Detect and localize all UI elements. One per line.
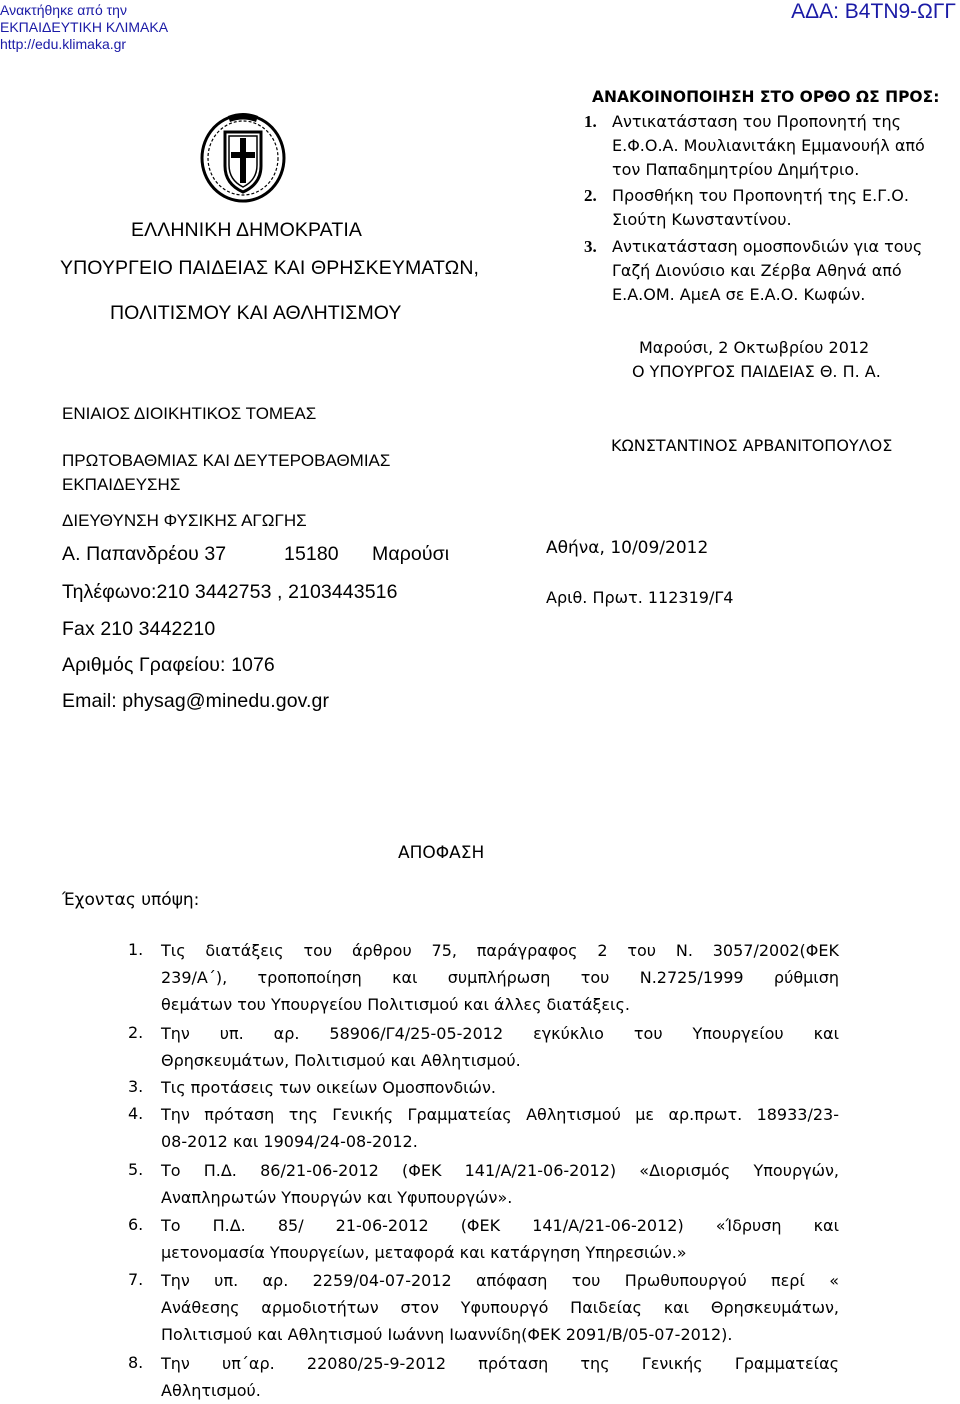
document-date: Αθήνα, 10/09/2012 [546,538,709,558]
decision-item-number: 4. [128,1104,144,1123]
decision-item-number: 2. [128,1023,144,1042]
announcement-item-line: Αντικατάσταση του Προπονητή της [612,112,902,131]
sector-line1: ΕΝΙΑΙΟΣ ΔΙΟΙΚΗΤΙΚΟΣ ΤΟΜΕΑΣ [62,404,317,423]
source-line: ΕΚΠΑΙΔΕΥΤΙΚΗ ΚΛΙΜΑΚΑ [0,19,169,35]
sector-line3: ΕΚΠΑΙΔΕΥΣΗΣ [62,475,181,494]
decision-item-line: Ανάθεσης αρμοδιοτήτων στον Υφυπουργό Παιδείας και Θρησκευμάτων, [161,1298,839,1317]
directorate: ΔΙΕΥΘΥΝΣΗ ΦΥΣΙΚΗΣ ΑΓΩΓΗΣ [62,511,307,530]
ada-code: ΑΔΑ: Β4ΤΝ9-ΩΓΓ [791,0,956,23]
decision-title: ΑΠΟΦΑΣΗ [398,843,485,863]
decision-item-line: Αναπληρωτών Υπουργών και Υφυπουργών». [161,1188,513,1207]
decision-item-text [161,1267,839,1348]
address-city: Μαρούσι [372,543,450,565]
decision-item-line: Την υπ. αρ. 58906/Γ4/25-05-2012 εγκύκλιο του Υπουργείου και [161,1024,839,1043]
decision-item-text [161,1350,839,1404]
decision-item-number: 6. [128,1215,144,1234]
decision-item-line: Θρησκευμάτων, Πολιτισμού και Αθλητισμού. [161,1051,521,1070]
announcement-item-line: τον Παπαδημητρίου Δημήτριο. [612,160,860,179]
decision-item-line: Πολιτισμού και Αθλητισμού Ιωάννη Ιωαννίδη(ΦΕΚ 2091/Β/05-07-2012). [161,1325,733,1344]
phone: Τηλέφωνο:210 3442753 , 2103443516 [62,581,398,603]
protocol-number: Αριθ. Πρωτ. 112319/Γ4 [546,588,734,607]
minister-name: ΚΩΝΣΤΑΝΤΙΝΟΣ ΑΡΒΑΝΙΤΟΠΟΥΛΟΣ [611,436,893,455]
decision-item-text [161,1101,839,1155]
decision-item-line: Την υπ. αρ. 2259/04-07-2012 απόφαση του Πρωθυπουργού περί « [161,1271,839,1290]
office-number: Αριθμός Γραφείου: 1076 [62,654,275,676]
announcement-item-number: 3. [584,237,597,256]
decision-item-line: Τις διατάξεις του άρθρου 75, παράγραφος 2 του Ν. 3057/2002(ΦΕΚ [161,941,839,960]
decision-item-line: Το Π.Δ. 85/ 21-06-2012 (ΦΕΚ 141/Α/21-06-2012) «Ίδρυση και [161,1216,839,1235]
republic-name: ΕΛΛΗΝΙΚΗ ΔΗΜΟΚΡΑΤΙΑ [131,219,362,241]
announcement-item-line: Ε.Α.ΟΜ. ΑμεΑ σε Ε.Α.Ο. Κωφών. [612,285,866,304]
decision-item-line: Αθλητισμού. [161,1381,261,1400]
address-postcode: 15180 [284,543,339,565]
sector-line2: ΠΡΩΤΟΒΑΘΜΙΑΣ ΚΑΙ ΔΕΥΤΕΡΟΒΑΘΜΙΑΣ [62,451,391,470]
fax: Fax 210 3442210 [62,618,216,640]
source-link[interactable]: http://edu.klimaka.gr [0,36,127,52]
email[interactable]: Email: physag@minedu.gov.gr [62,690,330,712]
decision-item-line: Το Π.Δ. 86/21-06-2012 (ΦΕΚ 141/Α/21-06-2012) «Διορισμός Υπουργών, [161,1161,839,1180]
announcement-item-line: Αντικατάσταση ομοσπονδιών για τους [612,237,923,256]
decision-item-number: 7. [128,1270,144,1289]
decision-item-number: 3. [128,1077,144,1096]
announcement-item-line: Γαζή Διονύσιο και Ζέρβα Αθηνά από [612,261,902,280]
decision-item-line: Την υπ΄αρ. 22080/25-9-2012 πρόταση της Γενικής Γραμματείας [161,1354,839,1373]
announcement-item-line: Σιούτη Κωνσταντίνου. [612,210,792,229]
greek-coat-of-arms-icon [198,108,288,204]
ministry-name-line1: ΥΠΟΥΡΓΕΙΟ ΠΑΙΔΕΙΑΣ ΚΑΙ ΘΡΗΣΚΕΥΜΑΤΩΝ, [60,257,480,279]
decision-item-number: 8. [128,1353,144,1372]
decision-intro: Έχοντας υπόψη: [62,890,200,910]
decision-item-text [161,1212,839,1266]
place-date: Μαρούσι, 2 Οκτωβρίου 2012 [639,338,870,357]
decision-item-text [161,1157,839,1211]
source-line: Ανακτήθηκε από την [0,2,127,18]
minister-title: Ο ΥΠΟΥΡΓΟΣ ΠΑΙΔΕΙΑΣ Θ. Π. Α. [632,362,881,381]
announcement-item-number: 1. [584,112,597,131]
decision-item-line: Την πρόταση της Γενικής Γραμματείας Αθλητισμού με αρ.πρωτ. 18933/23- [161,1105,839,1124]
announcement-item-line: Ε.Φ.Ο.Α. Μουλιανιτάκη Εμμανουήλ από [612,136,925,155]
announcement-item-number: 2. [584,186,597,205]
decision-item-line: 08-2012 και 19094/24-08-2012. [161,1132,418,1151]
source-watermark [0,2,168,53]
decision-item-text [161,937,839,1018]
ministry-name-line2: ΠΟΛΙΤΙΣΜΟΥ ΚΑΙ ΑΘΛΗΤΙΣΜΟΥ [110,302,402,324]
decision-item-line: Τις προτάσεις των οικείων Ομοσπονδιών. [161,1078,496,1097]
announcement-title: ΑΝΑΚΟΙΝΟΠΟΙΗΣΗ ΣΤΟ ΟΡΘΟ ΩΣ ΠΡΟΣ: [592,88,940,106]
announcement-item-line: Προσθήκη του Προπονητή της Ε.Γ.Ο. [612,186,909,205]
decision-item-line: μετονομασία Υπουργείων, μεταφορά και κατάργηση Υπηρεσιών.» [161,1243,687,1262]
decision-item-number: 5. [128,1160,144,1179]
decision-item-line: θεμάτων του Υπουργείου Πολιτισμού και άλλες διατάξεις. [161,995,630,1014]
address-street: Α. Παπανδρέου 37 [62,543,227,565]
decision-item-text [161,1020,839,1074]
decision-item-number: 1. [128,940,144,959]
decision-item-text [161,1074,839,1101]
decision-item-line: 239/Α΄), τροποποίηση και συμπλήρωση του Ν.2725/1999 ρύθμιση [161,968,839,987]
